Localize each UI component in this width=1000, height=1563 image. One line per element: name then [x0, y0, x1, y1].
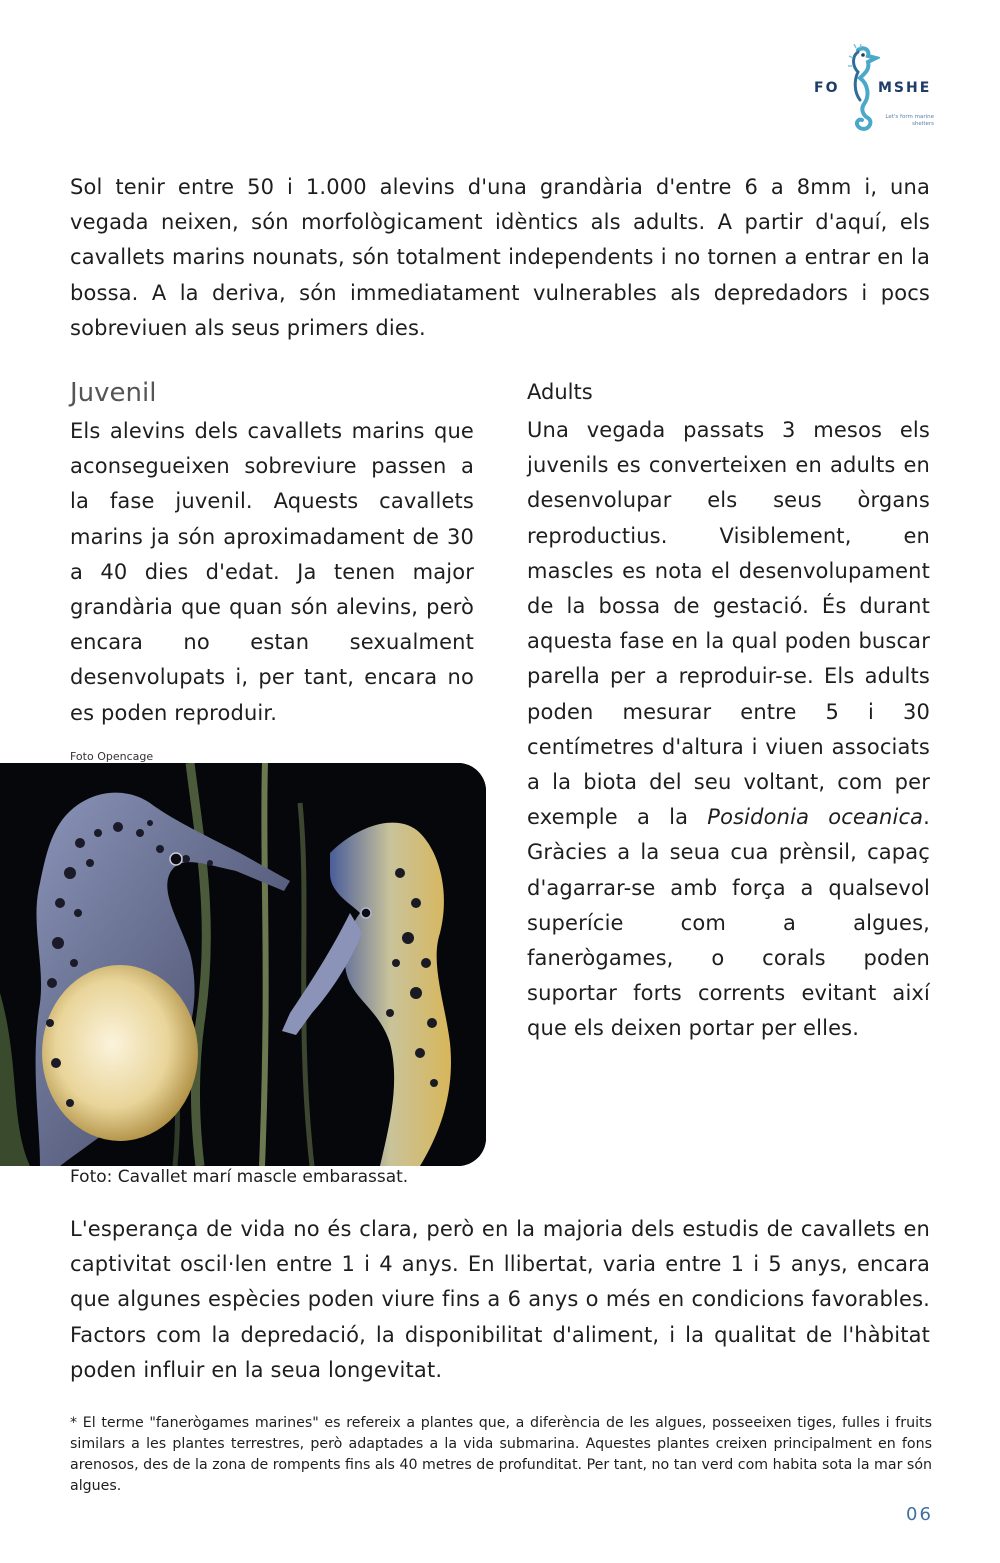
logo-text-left: FO: [814, 80, 840, 96]
footnote: * El terme "fanerògames marines" es refereix a plantes que, a diferència de les algues, posseeixen tiges, fulles i fruits similars a les plantes terrestres, però adaptades a la vida submarina. Aquestes plantes creixen principalment en fons arenosos, des de la zona de rompents fins als 40 metres de profunditat. Per tant, no tan verd com habita sota la mar són algues.: [70, 1415, 932, 1494]
seahorse-illustration: [0, 763, 486, 1166]
intro-paragraph: Sol tenir entre 50 i 1.000 alevins d'una grandària d'entre 6 a 8mm i, una vegada neixen, són morfològicament idèntics als adults. A partir d'aquí, els cavallets marins nounats, són totalment independents i no tornen a entrar en la bossa. A la deriva, són immediatament vulnerables als depredadors i pocs sobreviuen als seus primers dies.: [70, 175, 930, 340]
juvenil-paragraph: Els alevins dels cavallets marins que aconsegueixen sobreviure passen a la fase juvenil. Aquests cavallets marins ja són aproximadament de 30 a 40 dies d'edat. Ja tenen major grandària que quan són alevins, però encara no estan sexualment desenvolupats i, per tant, encara no es poden reproduir.: [70, 419, 474, 725]
adults-heading: Adults: [527, 380, 593, 404]
adults-text-start: Una vegada passats 3 mesos els juvenils es converteixen en adults en desenvolupar els seus òrgans reproductius. Visiblement, en mascles es nota el desenvolupament de la bossa de gestació. És durant aquesta fase en la qual poden buscar parella per a reproduir-se. Els adults poden mesurar entre 5 i 30 centímetres d'altura i viuen associats a la biota del seu voltant, com per exemple a la: [527, 418, 930, 830]
adults-text-end: . Gràcies a la seua cua prènsil, capaç d'agarrar-se amb força a qualsevol superície com a algues, fanerògames, o corals poden suportar forts corrents evitant així que els deixen portar per elles.: [527, 805, 930, 1041]
juvenil-heading: Juvenil: [70, 378, 157, 408]
fomshe-logo: [812, 44, 934, 134]
seahorse-photo: [0, 763, 486, 1166]
page-number: 06: [906, 1504, 933, 1525]
logo-text-right: MSHE: [878, 80, 932, 96]
photo-caption: Foto: Cavallet marí mascle embarassat.: [70, 1167, 409, 1187]
seahorse-logo-icon: [834, 44, 880, 134]
adults-paragraph: [527, 413, 930, 1047]
lifespan-paragraph: L'esperança de vida no és clara, però en la majoria dels estudis de cavallets en captivitat oscil·len entre 1 i 4 anys. En llibertat, varia entre 1 i 5 anys, encara que algunes espècies poden viure fins a 6 anys o més en condicions favorables. Factors com la depredació, la disponibilitat d'aliment, i la qualitat de l'hàbitat poden influir en la seua longevitat.: [70, 1217, 930, 1382]
adults-species-name: Posidonia oceanica: [707, 805, 924, 830]
logo-tagline: Let's form marine shelters: [885, 114, 934, 127]
photo-credit: Foto Opencage: [70, 750, 154, 763]
